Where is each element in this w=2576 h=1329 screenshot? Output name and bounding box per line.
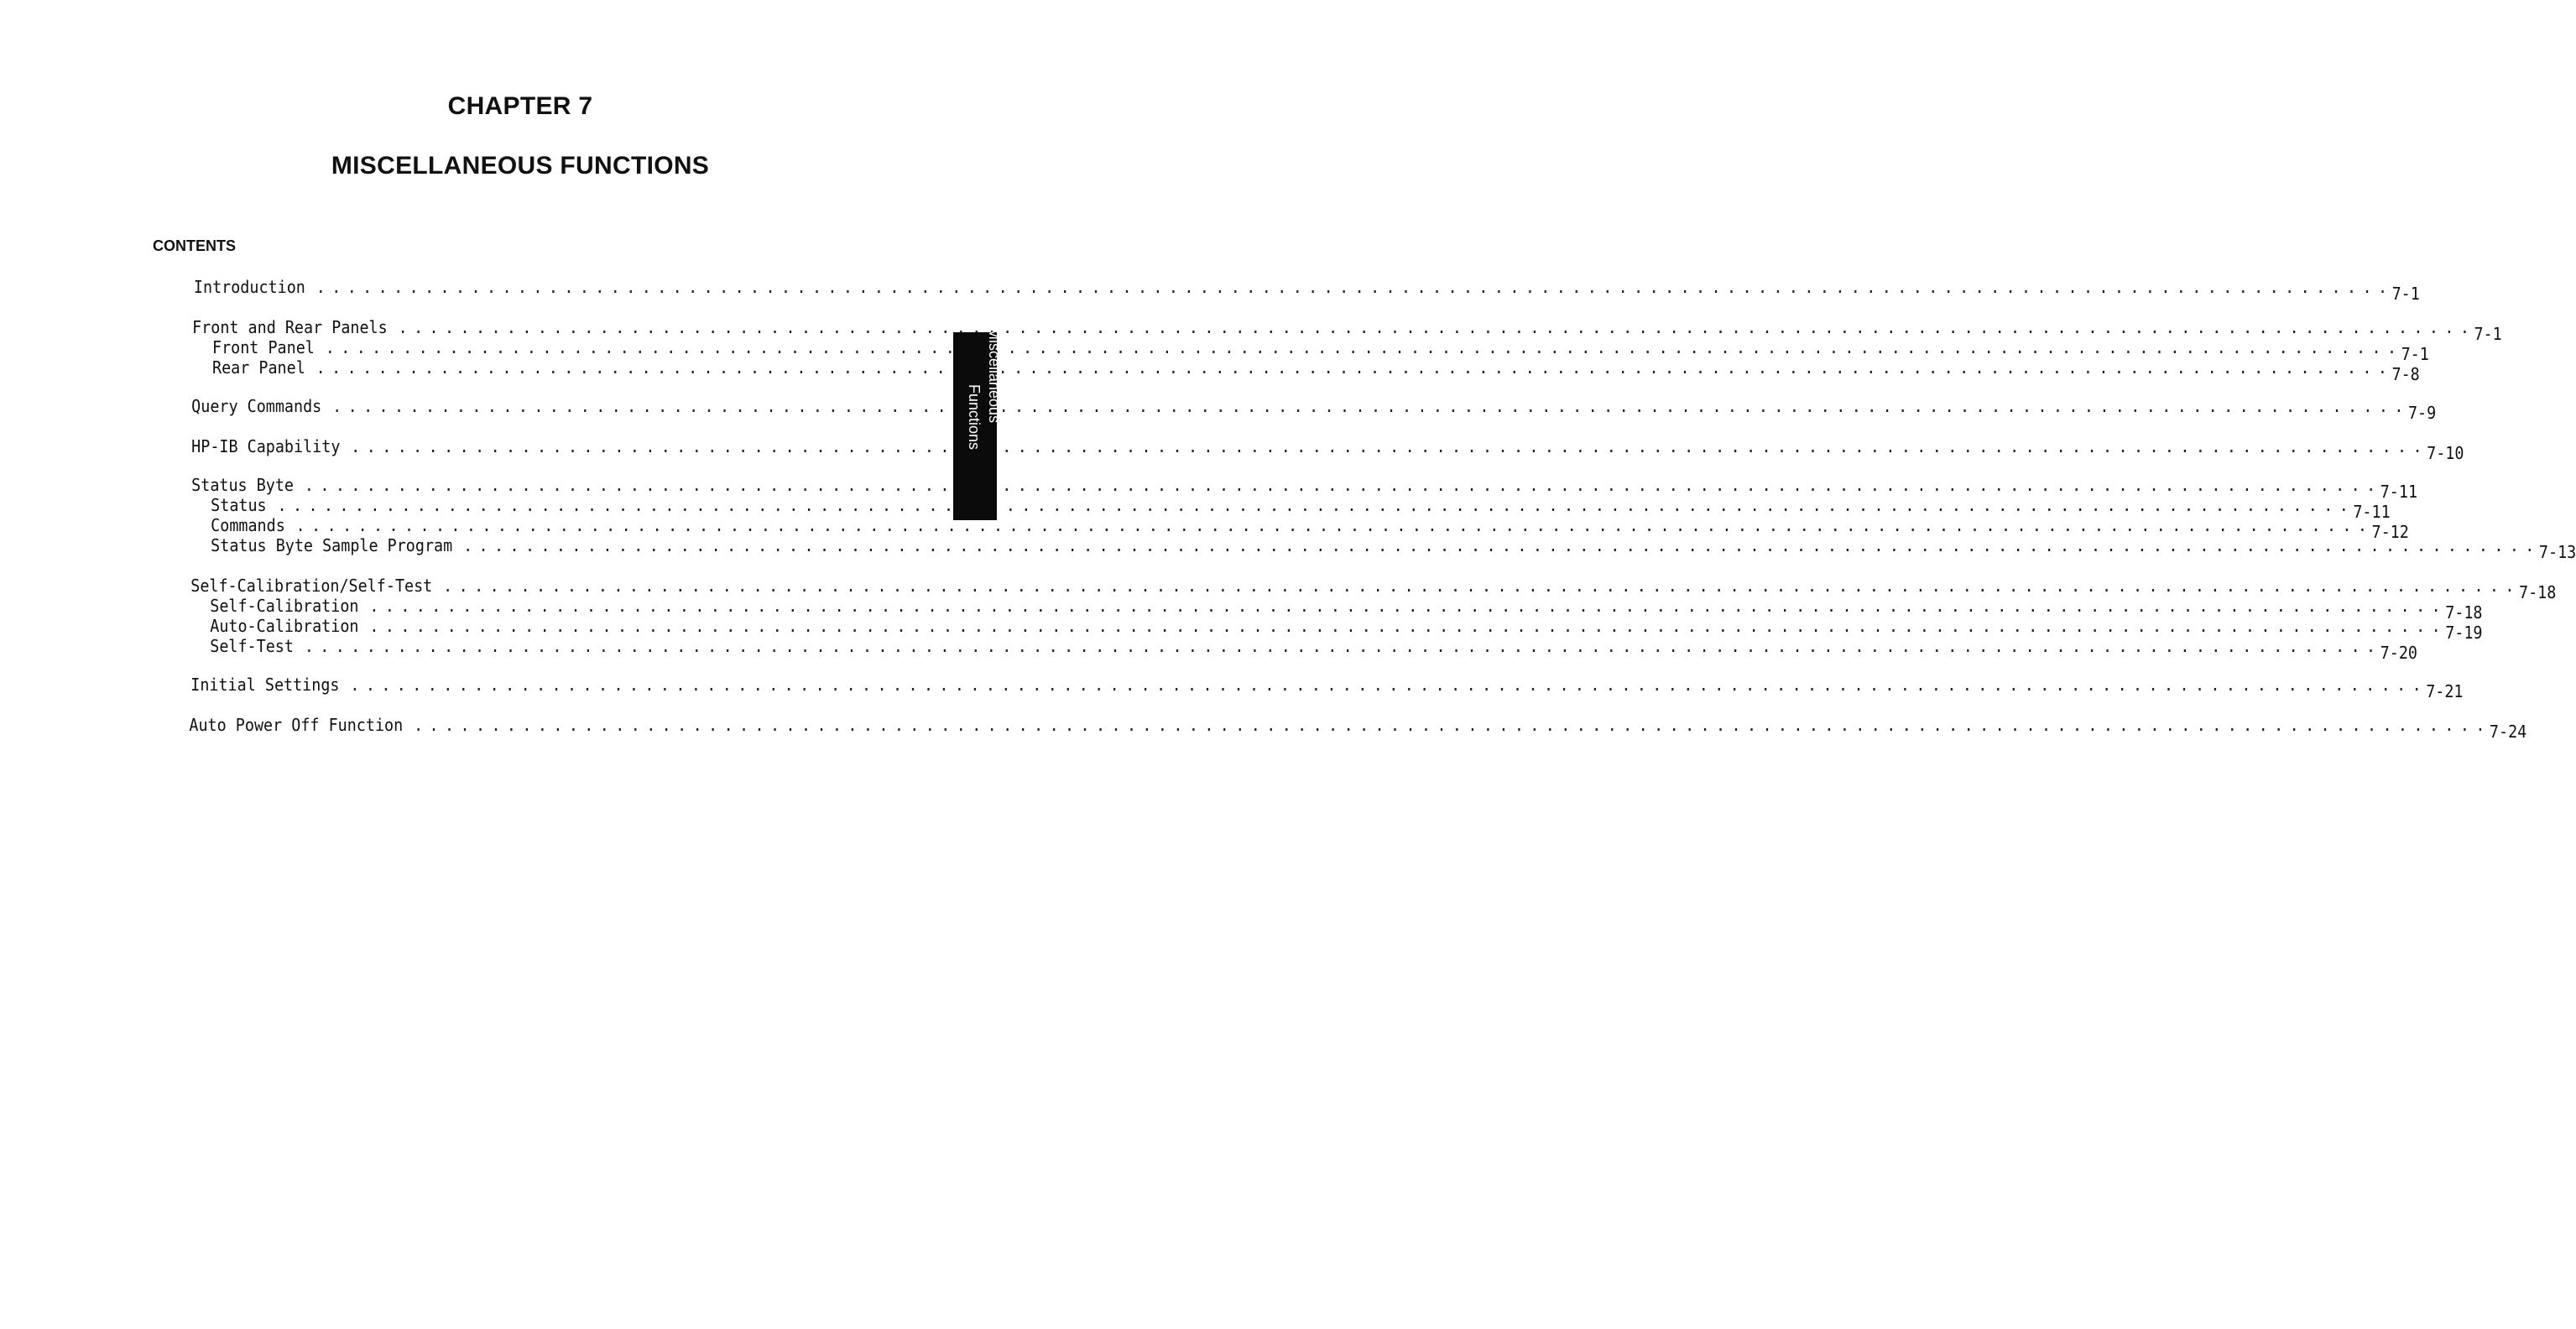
toc-entry-initial-settings[interactable] [190,671,2464,701]
toc-entry-label: Status [211,495,267,515]
toc-entry-page: 7-1 [2391,284,2420,304]
toc-entry-page: 7-21 [2426,681,2464,701]
toc-entry-label: Initial Settings [190,675,340,695]
toc-entry-page: 7-19 [2445,623,2483,643]
toc-entry-label: Query Commands [191,396,322,416]
toc-entry-label: HP-IB Capability [191,436,341,456]
toc-entry-page: 7-1 [2474,324,2502,344]
toc-entry-label: Commands [211,515,285,535]
toc-entry-label: Self-Calibration/Self-Test [190,576,433,596]
chapter-thumb-tab [953,310,1003,520]
toc-entry-introduction[interactable] [193,274,2420,304]
dot-leader [316,357,2386,378]
thumb-tab-label [953,310,1003,520]
dot-leader [350,675,2419,695]
toc-entry-rear-panel[interactable] [212,354,2420,384]
toc-entry-page: 7-11 [2353,502,2391,522]
toc-entry-self-test[interactable] [210,633,2417,663]
chapter-title: MISCELLANEOUS FUNCTIONS [331,152,710,180]
contents-heading: CONTENTS [153,237,236,254]
toc-entry-page: 7-24 [2489,722,2527,742]
toc-entry-label: Auto-Calibration [210,616,359,636]
toc-entry-label: Status Byte [191,475,295,495]
toc-entry-label: Auto Power Off Function [189,715,404,735]
chapter-number: CHAPTER 7 [447,92,593,120]
toc-entry-page: 7-12 [2371,522,2409,542]
dot-leader [351,436,2420,456]
toc-entry-page: 7-10 [2427,443,2464,463]
toc-entry-page: 7-20 [2380,643,2417,663]
toc-entry-label: Status Byte Sample Program [211,535,453,555]
toc-entry-page: 7-8 [2391,364,2420,384]
toc-entry-page: 7-11 [2380,482,2418,502]
toc-entry-page: 7-18 [2445,602,2483,623]
dot-leader [316,277,2386,297]
toc-entry-auto-power-off-function[interactable] [189,711,2527,742]
toc-entry-page: 7-9 [2407,403,2437,423]
toc-entry-label: Self-Calibration [210,596,359,616]
thumb-tab-line-2: Functions [966,384,983,451]
toc-entry-hp-ib-capability[interactable] [191,433,2464,463]
thumb-tab-line-1: 7. Miscellaneous [986,310,1003,424]
dot-leader [332,396,2401,416]
toc-entry-label: Rear Panel [212,357,305,378]
toc-entry-page: 7-1 [2401,344,2429,364]
dot-leader [305,636,2374,656]
dot-leader [414,715,2483,735]
toc-entry-label: Introduction [193,277,305,297]
toc-entry-label: Self-Test [210,636,294,656]
dot-leader [463,535,2532,555]
toc-entry-query-commands[interactable] [191,393,2437,423]
toc-entry-page: 7-13 [2538,542,2576,562]
toc-entry-label: Front Panel [212,337,315,357]
toc-entry-label: Front and Rear Panels [192,317,388,337]
toc-entry-page: 7-18 [2518,582,2557,602]
